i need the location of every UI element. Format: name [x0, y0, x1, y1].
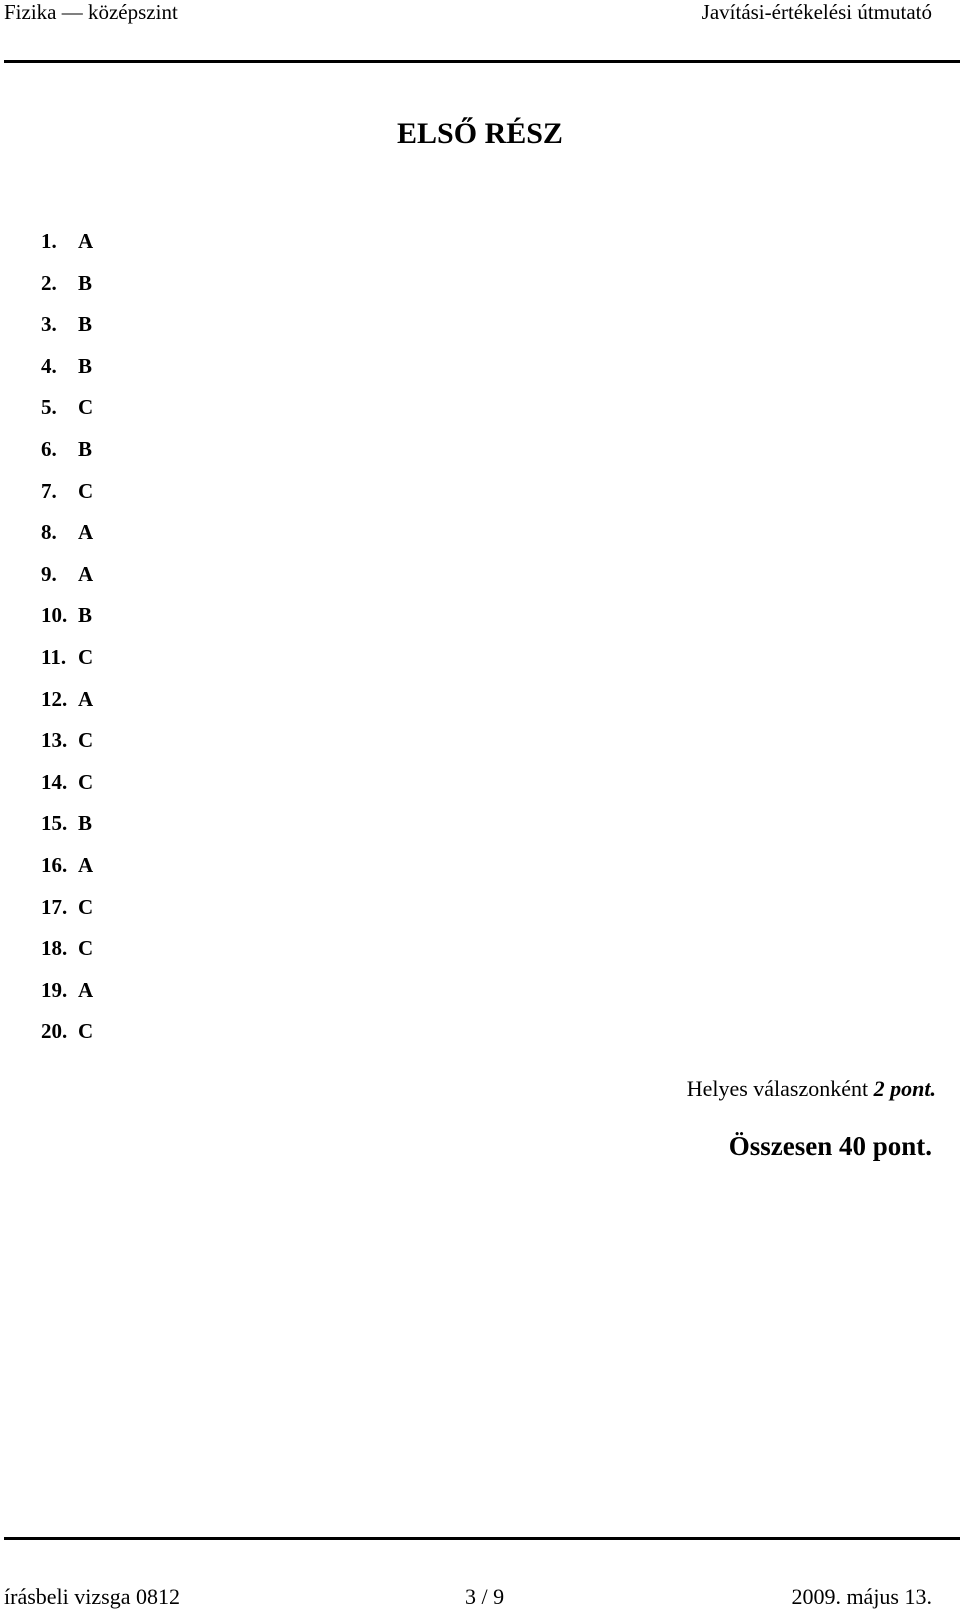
answer-letter: C [78, 1019, 94, 1044]
header-document-type: Javítási-értékelési útmutató [701, 0, 932, 24]
answer-item [41, 1017, 93, 1059]
answer-number: 3. [41, 312, 57, 337]
answer-number: 11. [41, 644, 67, 669]
answer-number: 16. [41, 852, 68, 877]
answer-item [41, 310, 93, 352]
answer-number: 4. [41, 353, 57, 378]
answer-item [41, 393, 93, 435]
answer-item [41, 435, 93, 477]
scoring-note-text: Helyes válaszonként [686, 1076, 874, 1101]
answer-number: 6. [41, 436, 57, 461]
scoring-note [687, 1076, 936, 1102]
answer-number: 14. [41, 769, 68, 794]
answer-number: 18. [41, 936, 68, 961]
section-title: ELSŐ RÉSZ [397, 117, 563, 150]
footer-divider [4, 1537, 960, 1540]
footer-exam-code: írásbeli vizsga 0812 [4, 1584, 180, 1609]
answer-letter: B [78, 811, 93, 836]
answer-letter: C [78, 478, 94, 503]
header-divider [4, 60, 960, 63]
answer-letter: B [78, 353, 93, 378]
answer-item [41, 768, 93, 810]
answer-item [41, 269, 93, 311]
answer-letter: C [78, 894, 94, 919]
answer-number: 1. [41, 229, 57, 253]
answer-list [41, 227, 93, 1059]
answer-item [41, 851, 93, 893]
answer-item [41, 518, 93, 560]
answer-number: 2. [41, 270, 57, 295]
scoring-total: Összesen 40 pont. [728, 1131, 932, 1161]
footer-page-number: 3 / 9 [465, 1584, 505, 1609]
answer-item [41, 352, 93, 394]
header-subject: Fizika — középszint [4, 0, 178, 24]
answer-letter: C [78, 769, 94, 794]
answer-letter: B [78, 270, 93, 295]
answer-letter: B [78, 312, 93, 337]
answer-number: 8. [41, 520, 57, 545]
answer-letter: A [78, 852, 94, 877]
answer-number: 5. [41, 395, 57, 420]
answer-item [41, 601, 93, 643]
answer-letter: C [78, 395, 94, 420]
answer-number: 13. [41, 728, 68, 753]
answer-item [41, 809, 93, 851]
answer-item [41, 893, 93, 935]
footer-date: 2009. május 13. [791, 1584, 932, 1609]
answer-letter: B [78, 436, 93, 461]
answer-item [41, 976, 93, 1018]
answer-number: 20. [41, 1019, 68, 1044]
answer-letter: A [78, 520, 94, 545]
answer-number: 10. [41, 603, 68, 628]
answer-item [41, 934, 93, 976]
answer-number: 9. [41, 561, 57, 586]
answer-number: 17. [41, 894, 68, 919]
answer-letter: B [78, 603, 93, 628]
answer-item [41, 560, 93, 602]
answer-number: 7. [41, 478, 57, 503]
answer-letter: A [78, 229, 94, 253]
answer-item [41, 685, 93, 727]
answer-item [41, 477, 93, 519]
answer-letter: A [78, 977, 94, 1002]
answer-item [41, 643, 93, 685]
answer-item [41, 726, 93, 768]
answer-letter: A [78, 686, 94, 711]
answer-number: 19. [41, 977, 68, 1002]
scoring-note-points: 2 pont. [873, 1076, 936, 1101]
answer-number: 12. [41, 686, 68, 711]
answer-number: 15. [41, 811, 68, 836]
answer-letter: A [78, 561, 94, 586]
answer-letter: C [78, 936, 94, 961]
answer-letter: C [78, 644, 94, 669]
answer-letter: C [78, 728, 94, 753]
answer-item [41, 227, 93, 269]
